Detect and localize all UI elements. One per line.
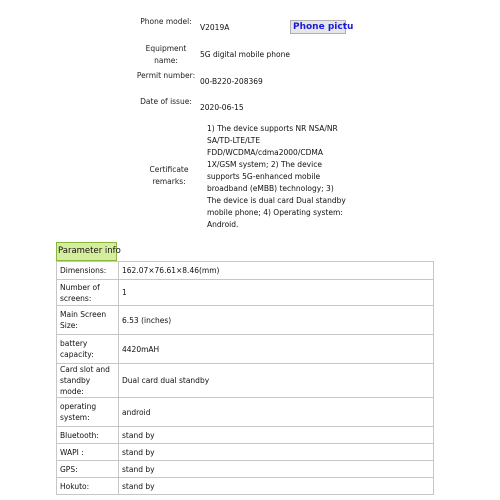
permit-number-value: 00-B220-208369 [200,77,263,86]
table-row [57,461,434,478]
dimensions-label: Dimensions: [57,262,119,280]
hokuto-value: stand by [119,478,434,495]
bluetooth-label: Bluetooth: [57,427,119,444]
bluetooth-value: stand by [119,427,434,444]
certificate-remarks-label: Certificate remarks: [149,165,189,186]
table-row [57,262,434,280]
table-row [57,335,434,364]
table-row [57,427,434,444]
certificate-remarks-value: 1) The device supports NR NSA/NR SA/TD-LTE/LTE FDD/WCDMA/cdma2000/CDMA 1X/GSM system; 2) The device supports 5G-enhanced mobile broadband (eMBB) technology; 3) The device is dual card Dual standby mobile phone; 4) Operating system: Android. [207,124,346,229]
date-of-issue-value: 2020-06-15 [200,103,244,112]
operating-system-value: android [119,398,434,427]
battery-capacity-value: 4420mAH [119,335,434,364]
parameter-table [56,261,434,495]
card-slot-value: Dual card dual standby [119,364,434,398]
operating-system-label: operating system: [57,398,119,427]
gps-value: stand by [119,461,434,478]
gps-label: GPS: [57,461,119,478]
date-of-issue-label: Date of issue: [140,97,192,106]
table-row [57,444,434,461]
card-slot-label: Card slot and standby mode: [57,364,119,398]
main-screen-size-label: Main Screen Size: [57,306,119,335]
parameter-info-header: Parameter info [56,242,117,261]
battery-capacity-label: battery capacity: [57,335,119,364]
number-of-screens-label: Number of screens: [57,280,119,306]
table-row [57,478,434,495]
number-of-screens-value: 1 [119,280,434,306]
phone-picture-link[interactable]: Phone pictu [290,20,346,34]
table-row [57,364,434,398]
dimensions-value: 162.07×76.61×8.46(mm) [119,262,434,280]
permit-number-label: Permit number: [136,71,196,80]
main-screen-size-value: 6.53 (inches) [119,306,434,335]
phone-model-label: Phone model: [140,17,192,26]
wapi-value: stand by [119,444,434,461]
equipment-name-value: 5G digital mobile phone [200,50,290,59]
table-row [57,398,434,427]
wapi-label: WAPI : [57,444,119,461]
table-row [57,306,434,335]
hokuto-label: Hokuto: [57,478,119,495]
equipment-name-label: Equipment name: [145,44,187,65]
phone-model-value: V2019A [200,23,230,32]
table-row [57,280,434,306]
